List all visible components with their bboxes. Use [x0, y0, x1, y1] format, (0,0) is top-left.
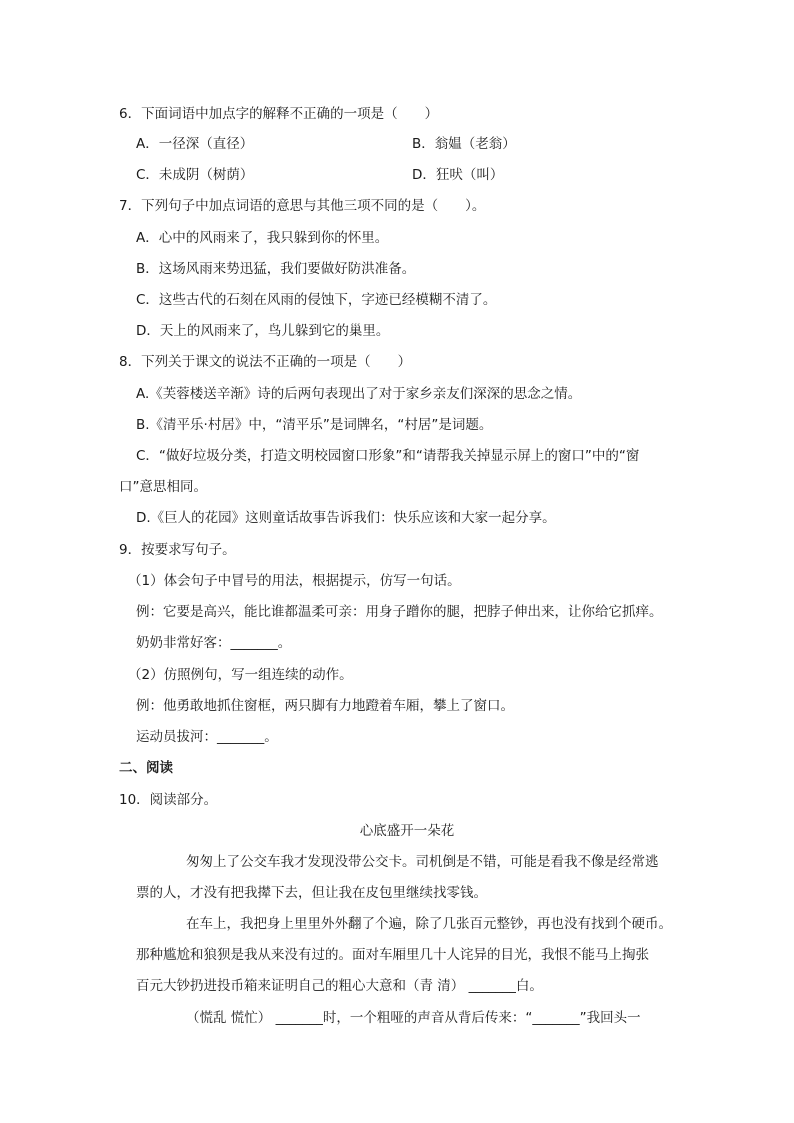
q6-option-c: C．未成阴（树荫） [136, 167, 254, 183]
q7-option-a: A．心中的风雨来了，我只躲到你的怀里。 [136, 230, 389, 246]
q6-option-d: D．狂吠（叫） [412, 167, 504, 183]
q9-part2-example: 例：他勇敢地抓住窗框，两只脚有力地蹬着车厢，攀上了窗口。 [136, 698, 514, 714]
passage-p2-line1: 在车上，我把身上里里外外翻了个遍，除了几张百元整钞，再也没有找到个硬币。 [186, 916, 672, 932]
passage-p3-line1: （慌乱 慌忙） _______时，一个粗哑的声音从背后传来：“_______”我回头一 [186, 1010, 641, 1026]
q7-stem: 7．下列句子中加点词语的意思与其他三项不同的是（ ）。 [119, 198, 486, 214]
passage-p1-line2: 票的人，才没有把我撵下去，但让我在皮包里继续找零钱。 [136, 885, 487, 901]
section-heading: 二、阅读 [119, 760, 173, 776]
q7-option-d: D．天上的风雨来了，鸟儿躲到它的巢里。 [136, 323, 390, 339]
q9-part1-example: 例：它要是高兴，能比谁都温柔可亲：用身子蹭你的腿，把脖子伸出来，让你给它抓痒。 [136, 604, 663, 620]
passage-p2-line2: 那种尴尬和狼狈是我从来没有过的。面对车厢里几十人诧异的目光，我恨不能马上掏张 [136, 947, 649, 963]
q8-option-a: A.《芙蓉楼送辛渐》诗的后两句表现出了对于家乡亲友们深深的思念之情。 [136, 386, 582, 402]
q9-part2-prompt: 运动员拔河：_______。 [136, 729, 278, 745]
q10-stem: 10．阅读部分。 [119, 792, 218, 808]
q8-option-d: D.《巨人的花园》这则童话故事告诉我们：快乐应该和大家一起分享。 [136, 510, 556, 526]
q9-stem: 9．按要求写句子。 [119, 542, 236, 558]
q9-part2: （2）仿照例句，写一组连续的动作。 [128, 667, 353, 683]
passage-p1-line1: 匆匆上了公交车我才发现没带公交卡。司机倒是不错，可能是看我不像是经常逃 [186, 854, 659, 870]
q8-option-c-line2: 口”意思相同。 [119, 479, 207, 495]
q6-stem: 6．下面词语中加点字的解释不正确的一项是（ ） [119, 106, 439, 122]
q8-option-b: B.《清平乐·村居》中，“清平乐”是词牌名，“村居”是词题。 [136, 417, 493, 433]
q7-option-b: B．这场风雨来势迅猛，我们要做好防洪准备。 [136, 261, 416, 277]
passage-title: 心底盛开一朵花 [359, 823, 455, 839]
q9-part1: （1）体会句子中冒号的用法，根据提示，仿写一句话。 [128, 573, 461, 589]
passage-p2-line3: 百元大钞扔进投币箱来证明自己的粗心大意和（青 清） _______白。 [136, 978, 543, 994]
q7-option-c: C．这些古代的石刻在风雨的侵蚀下，字迹已经模糊不清了。 [136, 292, 497, 308]
q9-part1-prompt: 奶奶非常好客：_______。 [136, 635, 292, 651]
q6-option-a: A．一径深（直径） [136, 136, 254, 152]
q6-option-b: B．翁媪（老翁） [412, 136, 516, 152]
q8-stem: 8．下列关于课文的说法不正确的一项是（ ） [119, 354, 412, 370]
q8-option-c-line1: C．“做好垃圾分类，打造文明校园窗口形象”和“请帮我关掉显示屏上的窗口”中的“窗 [136, 448, 640, 464]
